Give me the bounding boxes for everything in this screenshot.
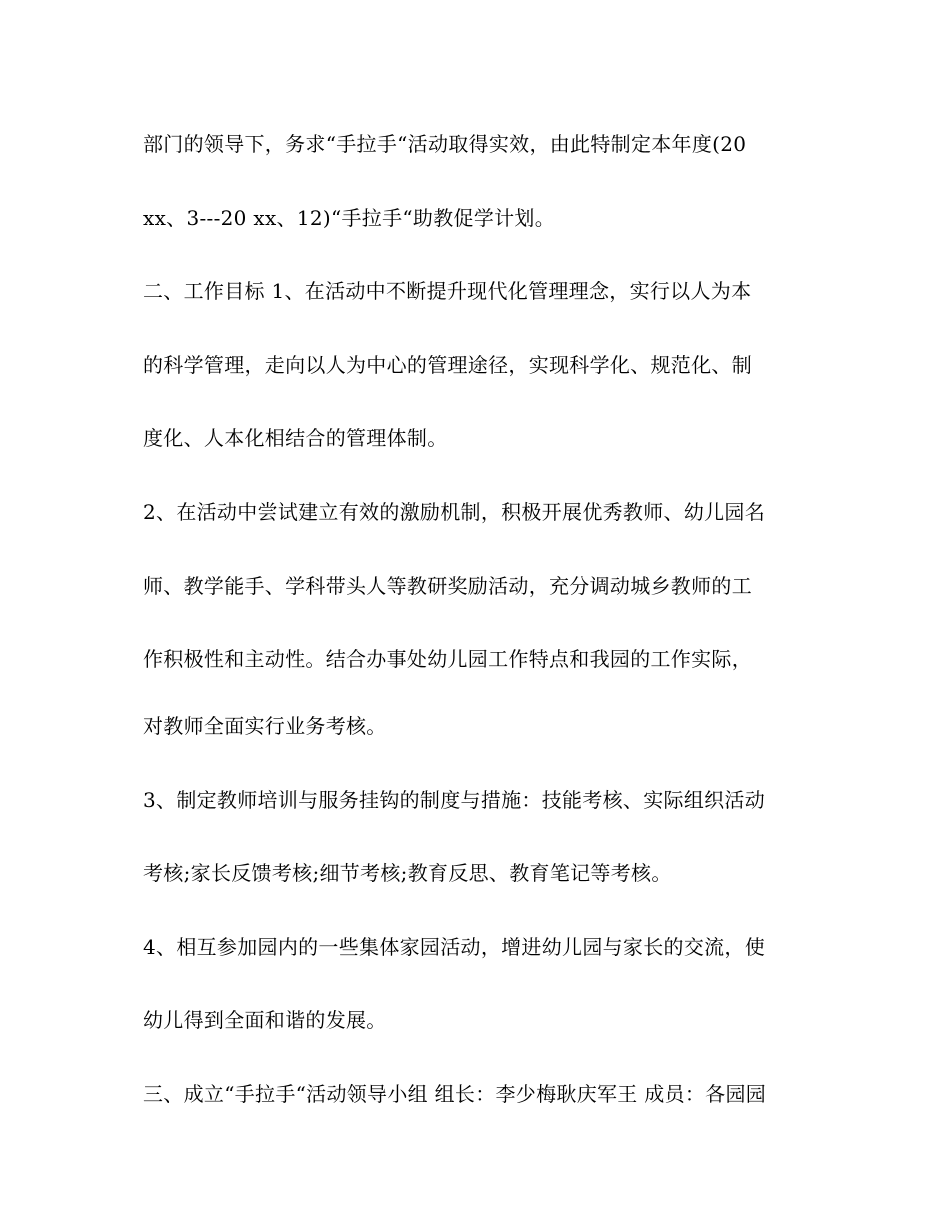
text-line: 的科学管理，走向以人为中心的管理途径，实现科学化、规范化、制: [143, 353, 752, 377]
text-line: 对教师全面实行业务考核。: [143, 714, 387, 738]
text-line: 度化、人本化相结合的管理体制。: [143, 426, 448, 450]
text-line: 4、相互参加园内的一些集体家园活动，增进幼儿园与家长的交流，使: [143, 935, 766, 959]
text-line: xx、3---20 xx、12)“手拉手“助教促学计划。: [143, 206, 556, 230]
text-line: 三、成立“手拉手“活动领导小组 组长：李少梅耿庆军王 成员：各园园: [143, 1082, 767, 1106]
text-line: 二、工作目标 1、在活动中不断提升现代化管理理念，实行以人为本: [143, 279, 752, 303]
text-line: 部门的领导下，务求“手拉手“活动取得实效，由此特制定本年度(20: [143, 132, 747, 156]
text-line: 2、在活动中尝试建立有效的激励机制，积极开展优秀教师、幼儿园名: [143, 500, 766, 524]
text-line: 作积极性和主动性。结合办事处幼儿园工作特点和我园的工作实际，: [143, 647, 752, 671]
text-line: 师、教学能手、学科带头人等教研奖励活动，充分调动城乡教师的工: [143, 574, 752, 598]
text-line: 幼儿得到全面和谐的发展。: [143, 1008, 387, 1032]
text-line: 考核;家长反馈考核;细节考核;教育反思、教育笔记等考核。: [143, 861, 672, 885]
text-line: 3、制定教师培训与服务挂钩的制度与措施：技能考核、实际组织活动: [143, 788, 766, 812]
